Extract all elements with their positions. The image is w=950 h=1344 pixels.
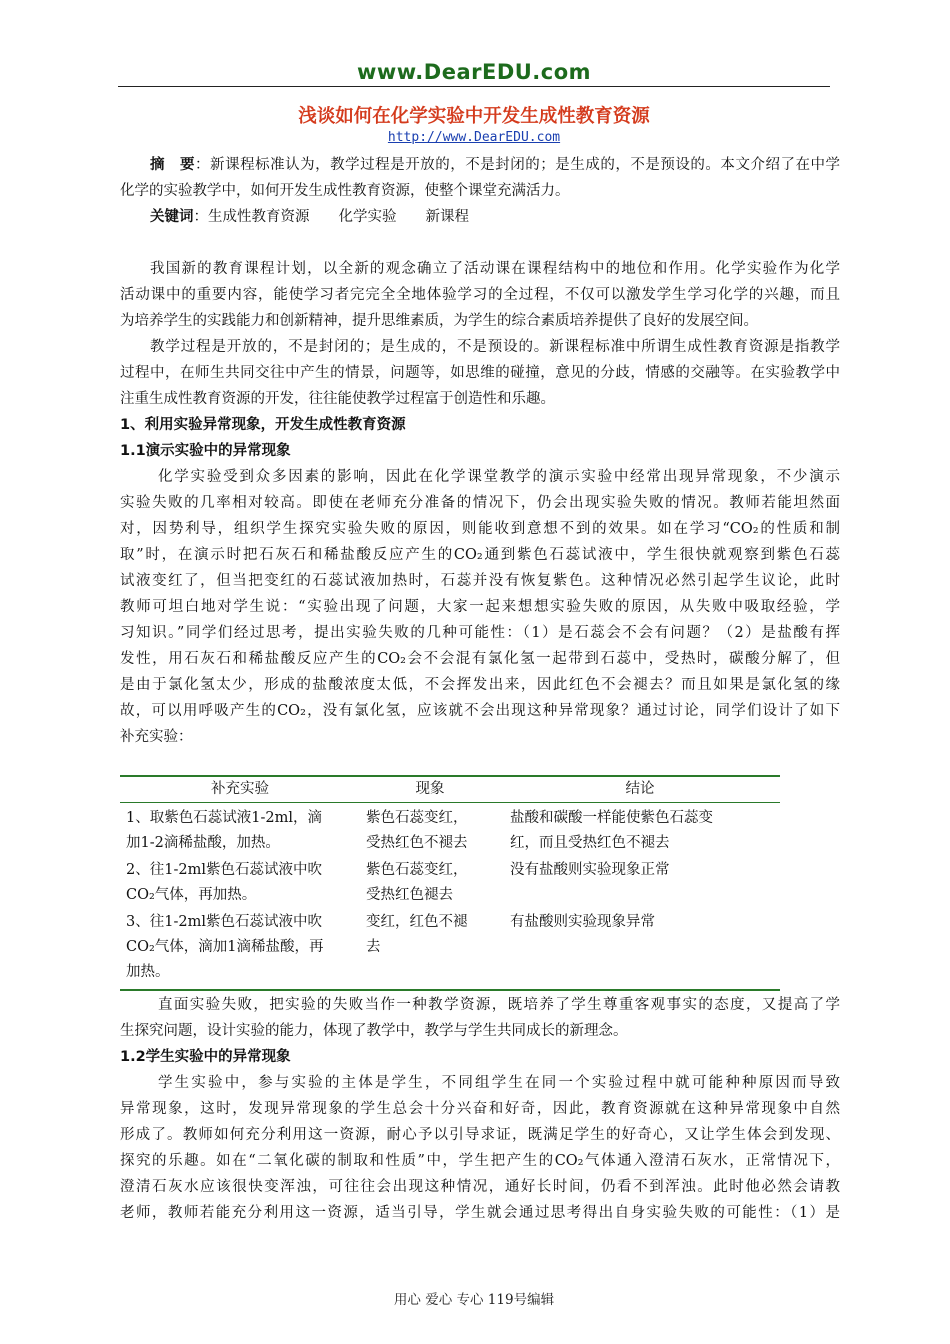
para-line: 是由于氯化氢太少，形成的盐酸浓度太低，不会挥发出来，因此红色不会褪去？而且如果是氯化氢的缘 [120, 677, 840, 693]
table-header-conclusion: 结论 [625, 781, 655, 797]
banner-rule [118, 86, 830, 87]
section-heading-1-1: 1.1演示实验中的异常现象 [120, 443, 291, 459]
site-banner [118, 58, 830, 92]
table-rule-top [120, 775, 780, 777]
para-line: 实验失败的几率相对较高。即使在老师充分准备的情况下，仍会出现实验失败的情况。教师若能坦然面 [120, 495, 840, 511]
para-line: 故，可以用呼吸产生的CO₂，没有氯化氢，应该就不会出现这种异常现象？通过讨论，同学们设计了如下 [120, 703, 840, 719]
abstract-line-2: 化学的实验教学中，如何开发生成性教育资源，使整个课堂充满活力。 [120, 183, 570, 199]
table-cell: 红，而且受热红色不褪去 [510, 835, 670, 851]
table-header-experiment: 补充实验 [211, 781, 269, 797]
table-cell: 1、取紫色石蕊试液1-2ml，滴 [126, 810, 322, 826]
intro-line: 注重生成性教育资源的开发，往往能使教学过程富于创造性和乐趣。 [120, 391, 555, 407]
table-cell: 加热。 [126, 964, 170, 980]
para-line: 对，因势利导，组织学生探究实验失败的原因，则能收到意想不到的效果。如在学习“CO₂的性质和制 [120, 521, 840, 537]
section-heading-1-2: 1.2学生实验中的异常现象 [120, 1049, 291, 1065]
section-heading-1: 1、利用实验异常现象，开发生成性教育资源 [120, 417, 406, 433]
table-cell: 盐酸和碳酸一样能使紫色石蕊变 [510, 810, 713, 826]
para-line: 补充实验： [120, 729, 193, 745]
table-cell: 受热红色褪去 [366, 887, 453, 903]
para-line: 直面实验失败，把实验的失败当作一种教学资源，既培养了学生尊重客观事实的态度，又提高了学 [158, 997, 840, 1013]
table-cell: 没有盐酸则实验现象正常 [510, 862, 670, 878]
article-title: 浅谈如何在化学实验中开发生成性教育资源 [298, 106, 650, 127]
banner-logo-text: www.DearEDU.com [356, 60, 592, 84]
para-line: 取”时，在演示时把石灰石和稀盐酸反应产生的CO₂通到紫色石蕊试液中，学生很快就观察到紫色石蕊 [120, 547, 840, 563]
keywords-label: 关键词 [150, 209, 194, 225]
para-line: 探究的乐趣。如在“二氧化碳的制取和性质”中，学生把产生的CO₂气体通入澄清石灰水，正常情况下， [120, 1153, 840, 1169]
para-line: 习知识。”同学们经过思考，提出实验失败的几种可能性：（1）是石蕊会不会有问题？（2）是盐酸有挥 [120, 625, 840, 641]
para-line: 老师，教师若能充分利用这一资源，适当引导，学生就会通过思考得出自身实验失败的可能性：（1）是 [120, 1205, 840, 1221]
intro-line: 我国新的教育课程计划，以全新的观念确立了活动课在课程结构中的地位和作用。化学实验作为化学 [150, 261, 840, 277]
table-cell: 去 [366, 939, 381, 955]
para-line: 形成了。教师如何充分利用这一资源，耐心予以引导求证，既满足学生的好奇心，又让学生体会到发现、 [120, 1127, 840, 1143]
para-line: 化学实验受到众多因素的影响，因此在化学课堂教学的演示实验中经常出现异常现象，不少演示 [158, 469, 840, 485]
para-line: 生探究问题，设计实验的能力，体现了教学中，教学与学生共同成长的新理念。 [120, 1023, 628, 1039]
table-cell: 3、往1-2ml紫色石蕊试液中吹 [126, 914, 322, 930]
para-line: 试液变红了，但当把变红的石蕊试液加热时，石蕊并没有恢复紫色。这种情况必然引起学生议论，此时 [120, 573, 840, 589]
table-cell: 加1-2滴稀盐酸，加热。 [126, 835, 280, 851]
abstract-line-1: 摘 要：新课程标准认为，教学过程是开放的，不是封闭的；是生成的，不是预设的。本文介绍了在中学 [150, 157, 841, 173]
intro-line: 为培养学生的实践能力和创新精神，提升思维素质，为学生的综合素质培养提供了良好的发展空间。 [120, 313, 758, 329]
intro-line: 过程中，在师生共同交往中产生的情景，问题等，如思维的碰撞，意见的分歧，情感的交融等。在实验教学中 [120, 365, 840, 381]
para-line: 教师可坦白地对学生说：“实验出现了问题，大家一起来想想实验失败的原因，从失败中吸取经验，学 [120, 599, 840, 615]
keywords-text: ：生成性教育资源 化学实验 新课程 [193, 209, 469, 225]
source-link[interactable]: http://www.DearEDU.com [387, 130, 561, 145]
table-cell: 紫色石蕊变红， [366, 810, 468, 826]
table-cell: 受热红色不褪去 [366, 835, 468, 851]
table-cell: CO₂气体，滴加1滴稀盐酸，再 [126, 939, 324, 955]
table-rule-bottom [120, 989, 780, 991]
intro-line: 活动课中的重要内容，能使学习者完完全全地体验学习的全过程，不仅可以激发学生学习化学的兴趣，而且 [120, 287, 840, 303]
page-footer: 用心 爱心 专心 119号编辑 [393, 1292, 555, 1308]
para-line: 澄清石灰水应该很快变浑浊，可往往会出现这种情况，通好长时间，仍看不到浑浊。此时他必然会请教 [120, 1179, 840, 1195]
table-cell: CO₂气体，再加热。 [126, 887, 257, 903]
para-line: 学生实验中，参与实验的主体是学生，不同组学生在同一个实验过程中就可能种种原因而导致 [158, 1075, 840, 1091]
para-line: 发性，用石灰石和稀盐酸反应产生的CO₂会不会混有氯化氢一起带到石蕊中，受热时，碳酸分解了，但 [120, 651, 840, 667]
para-line: 异常现象，这时，发现异常现象的学生总会十分兴奋和好奇，因此，教育资源就在这种异常现象中自然 [120, 1101, 840, 1117]
table-header-phenomenon: 现象 [415, 781, 445, 797]
table-rule-mid [120, 802, 780, 803]
table-cell: 有盐酸则实验现象异常 [510, 914, 655, 930]
intro-line: 教学过程是开放的，不是封闭的；是生成的，不是预设的。新课程标准中所谓生成性教育资源是指教学 [150, 339, 840, 355]
table-cell: 变红，红色不褪 [366, 914, 468, 930]
abstract-label: 摘 要 [150, 157, 196, 173]
table-cell: 紫色石蕊变红， [366, 862, 468, 878]
table-cell: 2、往1-2ml紫色石蕊试液中吹 [126, 862, 322, 878]
keywords-line [150, 204, 840, 230]
